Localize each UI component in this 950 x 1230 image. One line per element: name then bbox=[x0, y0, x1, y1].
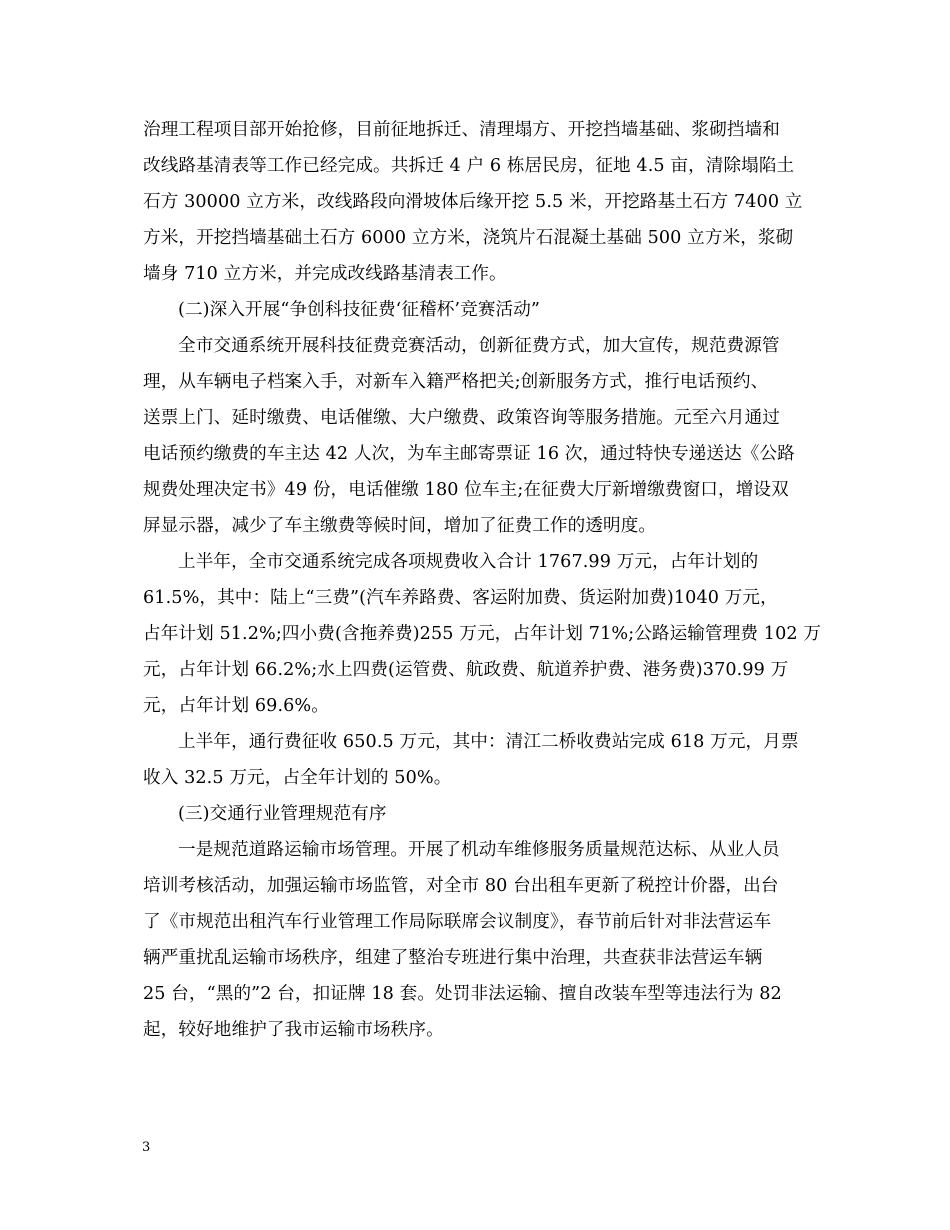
text-line: 25 台，“黑的”2 台，扣证牌 18 套。处罚非法运输、擅自改装车型等违法行为 82 bbox=[143, 984, 782, 1004]
paragraph bbox=[143, 832, 813, 1048]
text-line: 规费处理决定书》49 份，电话催缴 180 位车主;在征费大厅新增缴费窗口，增设双 bbox=[143, 480, 789, 500]
text-line: 辆严重扰乱运输市场秩序，组建了整治专班进行集中治理，共查获非法营运车辆 bbox=[143, 948, 763, 968]
text-line: 理，从车辆电子档案入手，对新车入籍严格把关;创新服务方式，推行电话预约、 bbox=[143, 372, 769, 392]
text-line: 培训考核活动，加强运输市场监管，对全市 80 台出租车更新了税控计价器，出台 bbox=[143, 876, 779, 896]
text-line: 上半年，全市交通系统完成各项规费收入合计 1767.99 万元，占年计划的 bbox=[178, 552, 759, 572]
text-line: 起，较好地维护了我市运输市场秩序。 bbox=[143, 1020, 444, 1040]
paragraph bbox=[143, 796, 813, 832]
text-line: 了《市规范出租汽车行业管理工作局际联席会议制度》，春节前后针对非法营运车 bbox=[143, 912, 772, 932]
text-line: 一是规范道路运输市场管理。开展了机动车维修服务质量规范达标、从业人员 bbox=[178, 840, 780, 860]
text-line: 61.5%，其中：陆上“三费”(汽车养路费、客运附加费、货运附加费)1040 万元， bbox=[143, 588, 778, 608]
text-line: 上半年，通行费征收 650.5 万元，其中：清江二桥收费站完成 618 万元，月票 bbox=[178, 732, 799, 752]
text-line: 石方 30000 立方米，改线路段向滑坡体后缘开挖 5.5 米，开挖路基土石方 7400 立 bbox=[143, 192, 803, 212]
text-line: 改线路基清表等工作已经完成。共拆迁 4 户 6 栋居民房，征地 4.5 亩，清除塌陷土 bbox=[143, 156, 795, 176]
paragraph bbox=[143, 292, 813, 328]
paragraph bbox=[143, 112, 813, 292]
text-line: 全市交通系统开展科技征费竞赛活动，创新征费方式，加大宣传，规范费源管 bbox=[178, 336, 780, 356]
text-line: (三)交通行业管理规范有序 bbox=[178, 804, 387, 824]
text-line: 元，占年计划 69.6%。 bbox=[143, 696, 329, 716]
text-line: (二)深入开展“争创科技征费‘征稽杯’竞赛活动” bbox=[178, 300, 540, 320]
page-number: 3 bbox=[142, 1140, 151, 1155]
text-line: 方米，开挖挡墙基础土石方 6000 立方米，浇筑片石混凝土基础 500 立方米，浆砌 bbox=[143, 228, 794, 248]
text-line: 屏显示器，减少了车主缴费等候时间，增加了征费工作的透明度。 bbox=[143, 516, 657, 536]
text-line: 收入 32.5 万元，占全年计划的 50%。 bbox=[143, 768, 452, 788]
paragraph bbox=[143, 328, 813, 544]
text-line: 墙身 710 立方米，并完成改线路基清表工作。 bbox=[143, 264, 507, 284]
document-body bbox=[143, 112, 822, 1048]
text-line: 占年计划 51.2%;四小费(含拖养费)255 万元，占年计划 71%;公路运输管理费 102 万 bbox=[143, 624, 822, 644]
text-line: 元，占年计划 66.2%;水上四费(运管费、航政费、航道养护费、港务费)370.99 万 bbox=[143, 660, 789, 680]
paragraph bbox=[143, 544, 822, 724]
text-line: 电话预约缴费的车主达 42 人次，为车主邮寄票证 16 次，通过特快专递送达《公路 bbox=[143, 444, 795, 464]
paragraph bbox=[143, 724, 813, 796]
text-line: 送票上门、延时缴费、电话催缴、大户缴费、政策咨询等服务措施。元至六月通过 bbox=[143, 408, 780, 428]
text-line: 治理工程项目部开始抢修，目前征地拆迁、清理塌方、开挖挡墙基础、浆砌挡墙和 bbox=[143, 120, 780, 140]
